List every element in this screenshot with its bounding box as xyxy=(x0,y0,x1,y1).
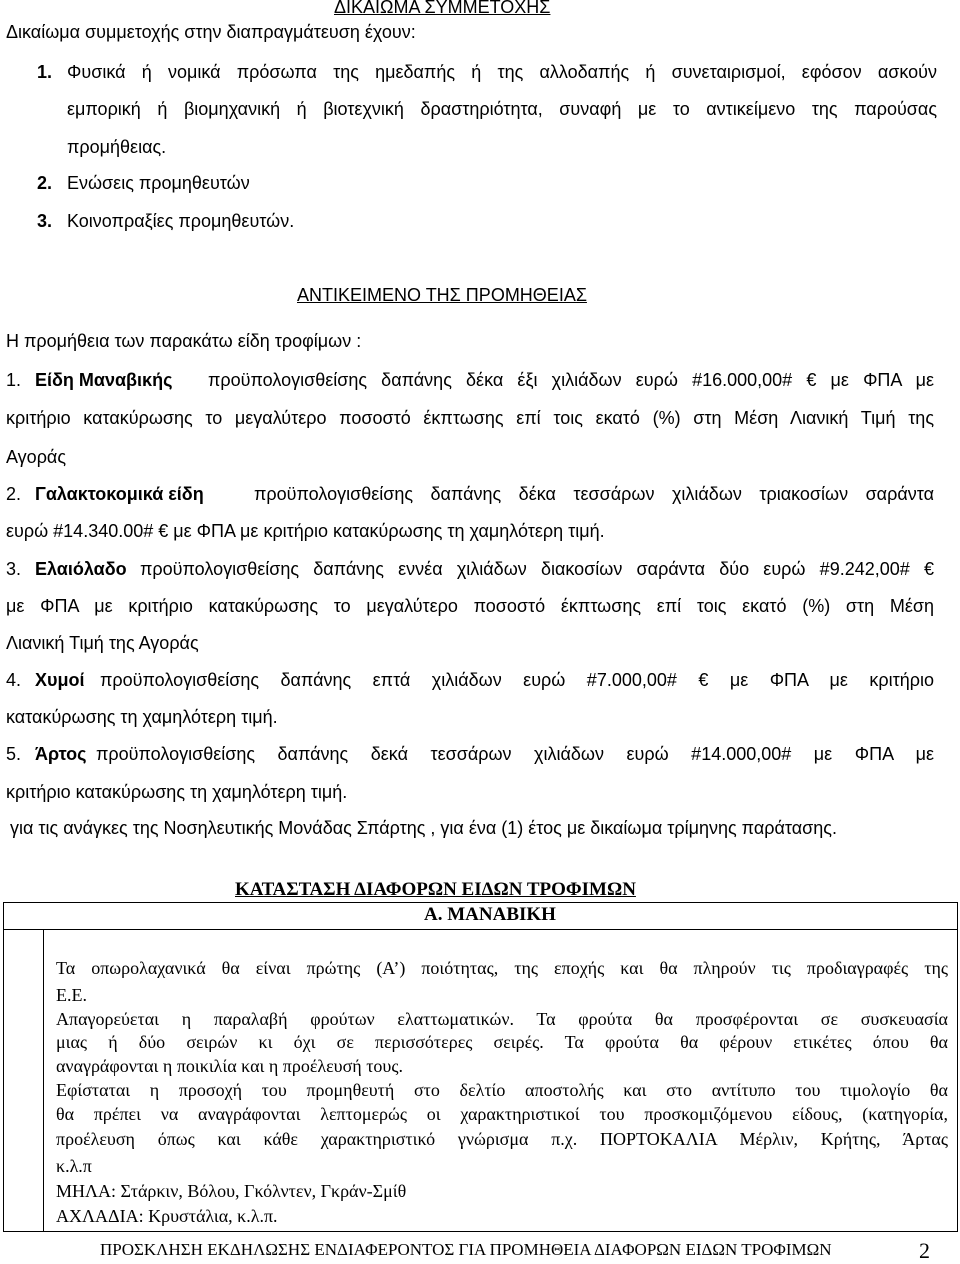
item-line: κριτήριο κατακύρωσης τη χαμηλότερη τιμή. xyxy=(6,782,348,802)
spec-line: Ε.Ε. xyxy=(56,985,87,1005)
subject-intro: Η προμήθεια των παρακάτω είδη τροφίμων : xyxy=(6,331,362,351)
section-title-subject: ΑΝΤΙΚΕΙΜΕΝΟ ΤΗΣ ΠΡΟΜΗΘΕΙΑΣ xyxy=(297,285,587,305)
item-number: 3. xyxy=(6,559,22,579)
item-line: ευρώ #14.340.00# € με ΦΠΑ με κριτήριο κατακύρωσης τη χαμηλότερη τιμή. xyxy=(6,521,605,541)
item-line: κατακύρωσης τη χαμηλότερη τιμή. xyxy=(6,707,278,727)
spec-line: αναγράφονται η ποικιλία και η προέλευσή τους. xyxy=(56,1056,403,1076)
participation-line: εμπορική ή βιομηχανική ή βιοτεχνική δραστηριότητα, συναφή με το αντικείμενο της παρούσας xyxy=(67,99,937,119)
item-name: Χυμοί xyxy=(35,670,85,690)
item-line: προϋπολογισθείσης δαπάνης δεκά τεσσάρων χιλιάδων ευρώ #14.000,00# με ΦΠΑ με xyxy=(96,744,934,764)
participation-intro: Δικαίωμα συμμετοχής στην διαπραγμάτευση έχουν: xyxy=(6,22,416,42)
spec-line: θα πρέπει να αναγράφονται λεπτομερώς οι χαρακτηριστικοί του προσκομιζόμενου είδους, (κατηγορία, xyxy=(56,1104,948,1124)
list-section-title: ΚΑΤΑΣΤΑΣΗ ΔΙΑΦΟΡΩΝ ΕΙΔΩΝ ΤΡΟΦΙΜΩΝ xyxy=(235,879,636,900)
item-name: Άρτος xyxy=(35,744,87,764)
item-line: προϋπολογισθείσης δαπάνης επτά χιλιάδων ευρώ #7.000,00# € με ΦΠΑ με κριτήριο xyxy=(100,670,934,690)
spec-line: Τα οπωρολαχανικά θα είναι πρώτης (Α’) ποιότητας, της εποχής και θα πληρούν τις προδιαγραφές της xyxy=(56,958,948,978)
item-line: προϋπολογισθείσης δαπάνης εννέα χιλιάδων διακοσίων σαράντα δύο ευρώ #9.242,00# € xyxy=(140,559,934,579)
item-line: κριτήριο κατακύρωσης το μεγαλύτερο ποσοστό έκπτωσης επί τοις εκατό (%) στη Μέση Λιανική Τιμή της xyxy=(6,408,934,428)
item-line: προϋπολογισθείσης δαπάνης δέκα έξι χιλιάδων ευρώ #16.000,00# € με ΦΠΑ με xyxy=(208,370,934,390)
item-number: 5. xyxy=(6,744,22,764)
spec-line: ΜΗΛΑ: Στάρκιν, Βόλου, Γκόλντεν, Γκράν-Σμίθ xyxy=(56,1181,407,1201)
list-number: 1. xyxy=(37,62,53,82)
spec-line: ΑΧΛΑΔΙΑ: Κρυστάλια, κ.λ.π. xyxy=(56,1206,278,1226)
item-name: Ελαιόλαδο xyxy=(35,559,127,579)
table-column-divider xyxy=(43,929,44,1231)
participation-item: Ενώσεις προμηθευτών xyxy=(67,173,250,193)
page-number: 2 xyxy=(919,1238,930,1263)
item-number: 4. xyxy=(6,670,22,690)
spec-line: κ.λ.π xyxy=(56,1156,92,1176)
page-footer: ΠΡΟΣΚΛΗΣΗ ΕΚΔΗΛΩΣΗΣ ΕΝΔΙΑΦΕΡΟΝΤΟΣ ΓΙΑ ΠΡΟΜΗΘΕΙΑ ΔΙΑΦΟΡΩΝ ΕΙΔΩΝ ΤΡΟΦΙΜΩΝ xyxy=(100,1240,832,1259)
spec-line: προέλευση όπως και κάθε χαρακτηριστικό γνώρισμα π.χ. ΠΟΡΤΟΚΑΛΙΑ Μέρλιν, Κρήτης, Άρτας xyxy=(56,1129,948,1149)
spec-line: μιας ή δύο σειρών κι όχι σε περισσότερες σειρές. Τα φρούτα θα φέρουν ετικέτες όπου θα xyxy=(56,1032,948,1052)
item-line: Αγοράς xyxy=(6,447,67,467)
participation-item: Κοινοπραξίες προμηθευτών. xyxy=(67,211,295,231)
section-title-participation: ΔΙΚΑΙΩΜΑ ΣΥΜΜΕΤΟΧΗΣ xyxy=(334,0,551,17)
item-line: προϋπολογισθείσης δαπάνης δέκα τεσσάρων χιλιάδων τριακοσίων σαράντα xyxy=(254,484,934,504)
participation-line: Φυσικά ή νομικά πρόσωπα της ημεδαπής ή της αλλοδαπής ή συνεταιρισμοί, εφόσον ασκούν xyxy=(67,62,937,82)
item-number: 1. xyxy=(6,370,22,390)
list-number: 3. xyxy=(37,211,53,231)
item-line: με ΦΠΑ με κριτήριο κατακύρωσης το μεγαλύτερο ποσοστό έκπτωσης επί τοις εκατό (%) στη Μέση xyxy=(6,596,934,616)
item-name: Είδη Μαναβικής xyxy=(35,370,173,390)
item-line: Λιανική Τιμή της Αγοράς xyxy=(6,633,199,653)
item-number: 2. xyxy=(6,484,22,504)
closing-text: για τις ανάγκες της Νοσηλευτικής Μονάδας Σπάρτης , για ένα (1) έτος με δικαίωμα τρίμηνης παράτασης. xyxy=(10,818,837,838)
spec-line: Εφίσταται η προσοχή του προμηθευτή στο δελτίο αποστολής και στο αντίτυπο του τιμολογίο θα xyxy=(56,1080,948,1100)
item-name: Γαλακτοκομικά είδη xyxy=(35,484,204,504)
table-divider xyxy=(4,929,957,930)
list-number: 2. xyxy=(37,173,53,193)
spec-line: Απαγορεύεται η παραλαβή φρούτων ελαττωματικών. Τα φρούτα θα προσφέρονται σε συσκευασία xyxy=(56,1009,948,1029)
table-subtitle: Α. ΜΑΝΑΒΙΚΗ xyxy=(424,904,556,925)
participation-line: προμήθειας. xyxy=(67,137,167,157)
